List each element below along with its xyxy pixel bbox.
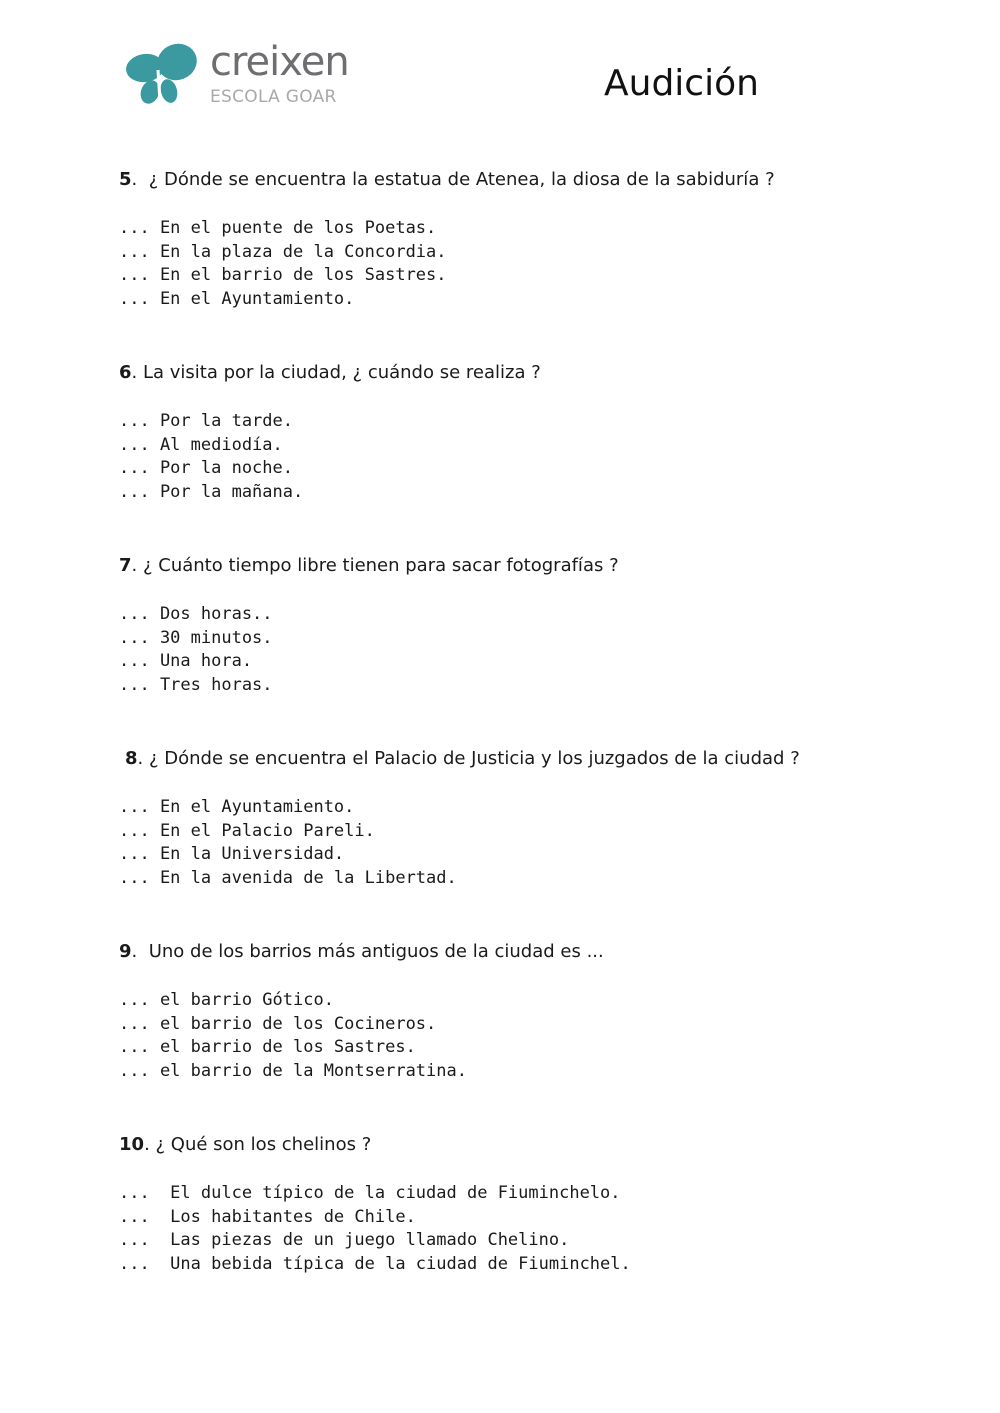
- answer-options: [119, 1182, 939, 1276]
- question-prompt: . ¿ Dónde se encuentra la estatua de Atenea, la diosa de la sabiduría ?: [131, 169, 775, 190]
- answer-options: [119, 410, 939, 504]
- answer-option: ... En la plaza de la Concordia.: [119, 241, 447, 262]
- butterfly-icon: [124, 40, 204, 110]
- question-5: [119, 166, 939, 311]
- answer-option: ... el barrio Gótico.: [119, 990, 334, 1010]
- answer-option: ... el barrio de los Sastres.: [119, 1037, 416, 1057]
- answer-option: ... Por la noche.: [119, 458, 293, 478]
- question-prompt: . ¿ Qué son los chelinos ?: [144, 1134, 372, 1155]
- question-8: [119, 745, 939, 890]
- question-prompt: . La visita por la ciudad, ¿ cuándo se realiza ?: [131, 362, 541, 383]
- school-logo: [124, 40, 384, 112]
- question-number: 6: [119, 362, 132, 383]
- answer-option: ... Los habitantes de Chile.: [119, 1206, 416, 1227]
- question-number: 9: [119, 941, 132, 962]
- answer-options: [119, 796, 939, 890]
- question-6: [119, 359, 939, 504]
- answer-option: ... Por la mañana.: [119, 481, 304, 502]
- question-number: 5: [119, 169, 132, 190]
- question-9: [119, 938, 939, 1083]
- question-prompt: . ¿ Cuánto tiempo libre tienen para sacar fotografías ?: [131, 555, 619, 576]
- logo-wordmark: creixen: [210, 39, 349, 85]
- question-list: [119, 166, 939, 1324]
- question-number: 8: [125, 748, 138, 769]
- answer-options: [119, 603, 939, 697]
- answer-option: ... En el Ayuntamiento.: [119, 797, 355, 817]
- question-7: [119, 552, 939, 697]
- answer-option: ... En la Universidad.: [119, 844, 345, 864]
- answer-options: [119, 989, 939, 1083]
- answer-option: ... Una hora.: [119, 651, 253, 671]
- question-prompt: . Uno de los barrios más antiguos de la ciudad es ...: [131, 941, 604, 962]
- question-number: 10: [119, 1134, 145, 1155]
- question-10: [119, 1131, 939, 1276]
- question-text: [119, 938, 939, 966]
- question-text: [119, 745, 939, 773]
- question-text: [119, 552, 939, 580]
- answer-option: ... Por la tarde.: [119, 411, 293, 431]
- page-title: Audición: [604, 63, 759, 104]
- answer-option: ... En el Palacio Pareli.: [119, 820, 375, 841]
- answer-option: ... Una bebida típica de la ciudad de Fiuminchel.: [119, 1253, 631, 1274]
- answer-option: ... Las piezas de un juego llamado Chelino.: [119, 1230, 570, 1250]
- answer-options: [119, 217, 939, 311]
- question-text: [119, 166, 939, 194]
- answer-option: ... En la avenida de la Libertad.: [119, 867, 457, 888]
- question-text: [119, 359, 939, 387]
- question-number: 7: [119, 555, 132, 576]
- answer-option: ... Dos horas..: [119, 604, 273, 624]
- answer-option: ... En el barrio de los Sastres.: [119, 265, 447, 285]
- answer-option: ... En el puente de los Poetas.: [119, 218, 437, 238]
- question-text: [119, 1131, 939, 1159]
- answer-option: ... El dulce típico de la ciudad de Fiuminchelo.: [119, 1183, 621, 1203]
- answer-option: ... Al mediodía.: [119, 434, 283, 455]
- logo-subtitle: ESCOLA GOAR: [210, 87, 337, 107]
- question-prompt: . ¿ Dónde se encuentra el Palacio de Justicia y los juzgados de la ciudad ?: [137, 748, 800, 769]
- answer-option: ... el barrio de la Montserratina.: [119, 1060, 467, 1081]
- answer-option: ... En el Ayuntamiento.: [119, 288, 355, 309]
- answer-option: ... el barrio de los Cocineros.: [119, 1013, 437, 1034]
- answer-option: ... Tres horas.: [119, 674, 273, 695]
- answer-option: ... 30 minutos.: [119, 627, 273, 648]
